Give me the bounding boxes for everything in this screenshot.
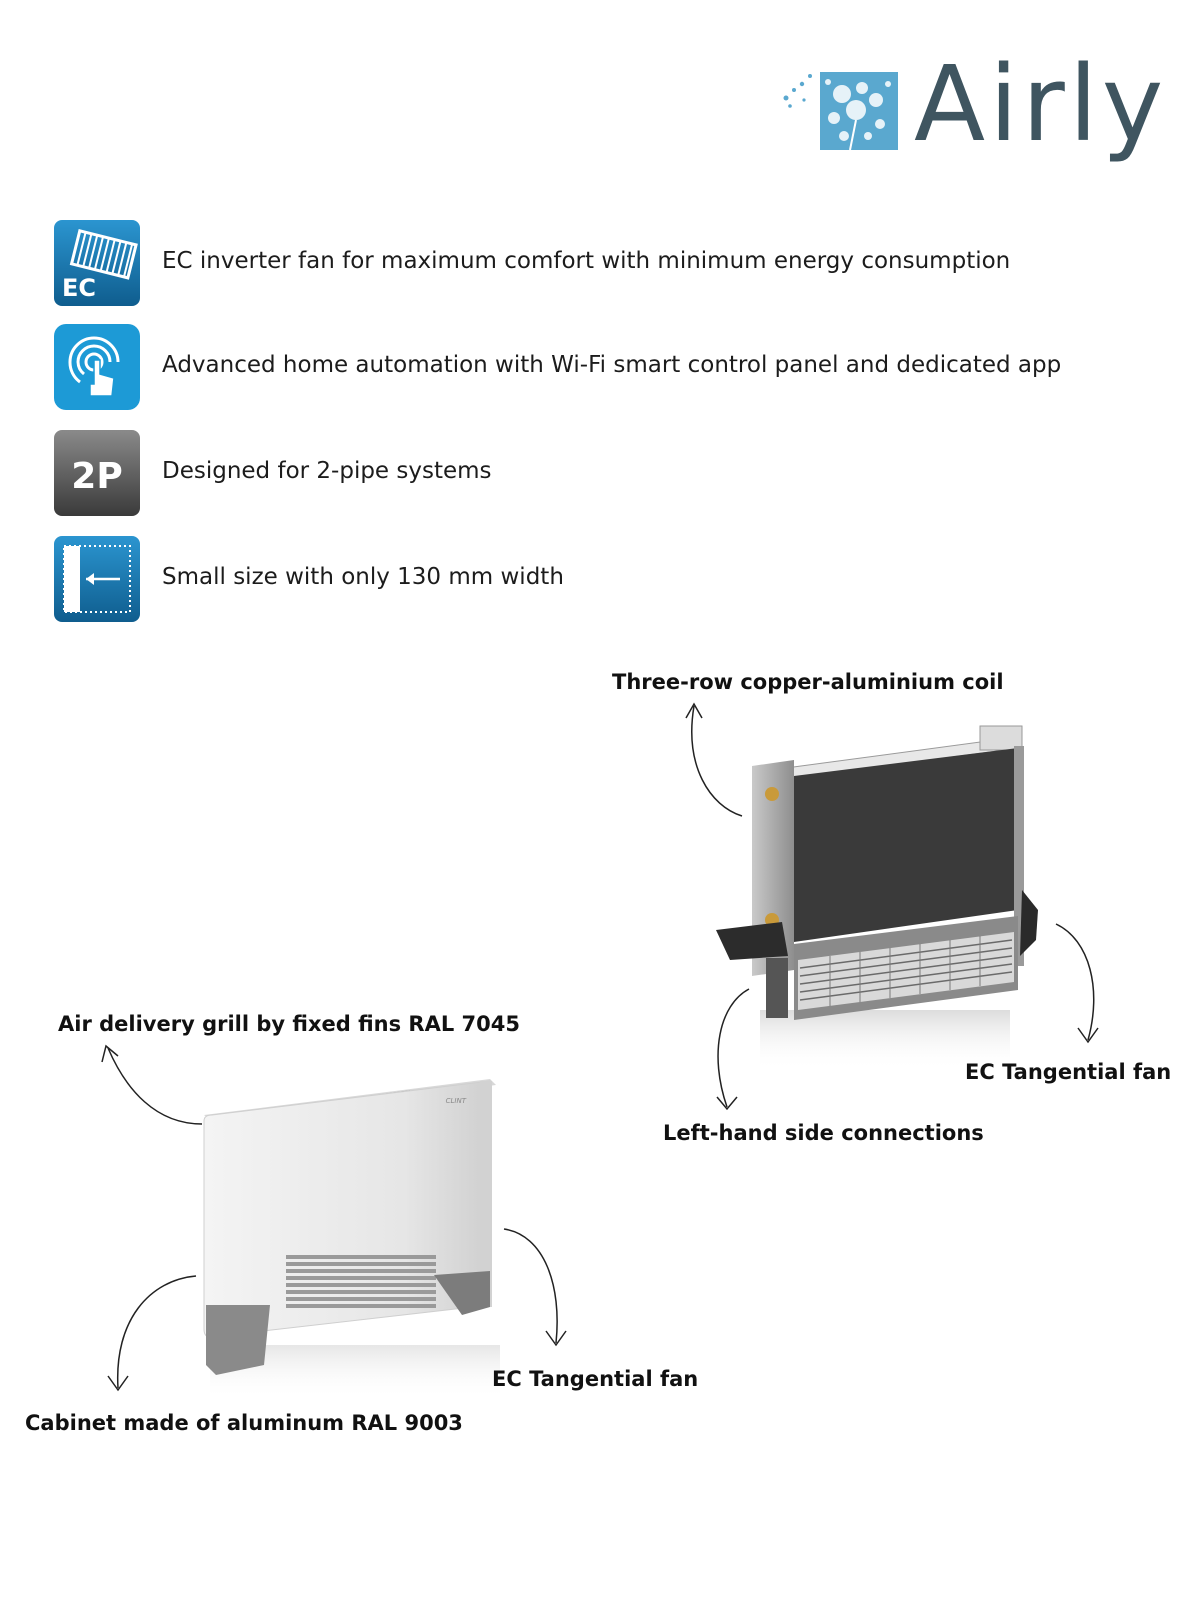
- dandelion-logo-icon: [780, 66, 910, 166]
- feature-row: [54, 324, 1154, 412]
- touch-wifi-icon: [54, 324, 140, 410]
- cabinet-unit-image: [190, 1075, 510, 1405]
- callout-connections: Left-hand side connections: [663, 1121, 984, 1145]
- brand-name: Airly: [914, 43, 1168, 165]
- feature-text: Small size with only 130 mm width: [162, 564, 564, 590]
- arrow-icon: [680, 696, 750, 826]
- callout-coil: Three-row copper-aluminium coil: [612, 670, 1004, 694]
- callout-grill: Air delivery grill by fixed fins RAL 7045: [58, 1012, 520, 1036]
- arrow-icon: [1050, 920, 1110, 1050]
- callout-cabinet-fan: EC Tangential fan: [492, 1367, 699, 1391]
- arrow-icon: [500, 1225, 570, 1350]
- feature-row: [54, 430, 1154, 518]
- svg-text:EC: EC: [62, 274, 97, 302]
- feature-row: [54, 220, 1154, 308]
- arrow-icon: [705, 985, 765, 1115]
- feature-text: Advanced home automation with Wi-Fi smart control panel and dedicated app: [162, 352, 1062, 378]
- two-pipe-icon: [54, 430, 140, 516]
- svg-text:CLINT: CLINT: [445, 1097, 466, 1105]
- arrow-icon: [100, 1270, 200, 1395]
- ec-inverter-fan-icon: [54, 220, 140, 306]
- svg-text:2P: 2P: [71, 456, 123, 497]
- feature-text: Designed for 2-pipe systems: [162, 458, 492, 484]
- feature-text: EC inverter fan for maximum comfort with minimum energy consumption: [162, 248, 1011, 274]
- feature-row: [54, 536, 1154, 624]
- callout-internal-fan: EC Tangential fan: [965, 1060, 1172, 1084]
- callout-cabinet: Cabinet made of aluminum RAL 9003: [25, 1411, 463, 1435]
- arrow-icon: [96, 1040, 206, 1130]
- slim-width-icon: [54, 536, 140, 622]
- airly-logo: [780, 43, 1180, 182]
